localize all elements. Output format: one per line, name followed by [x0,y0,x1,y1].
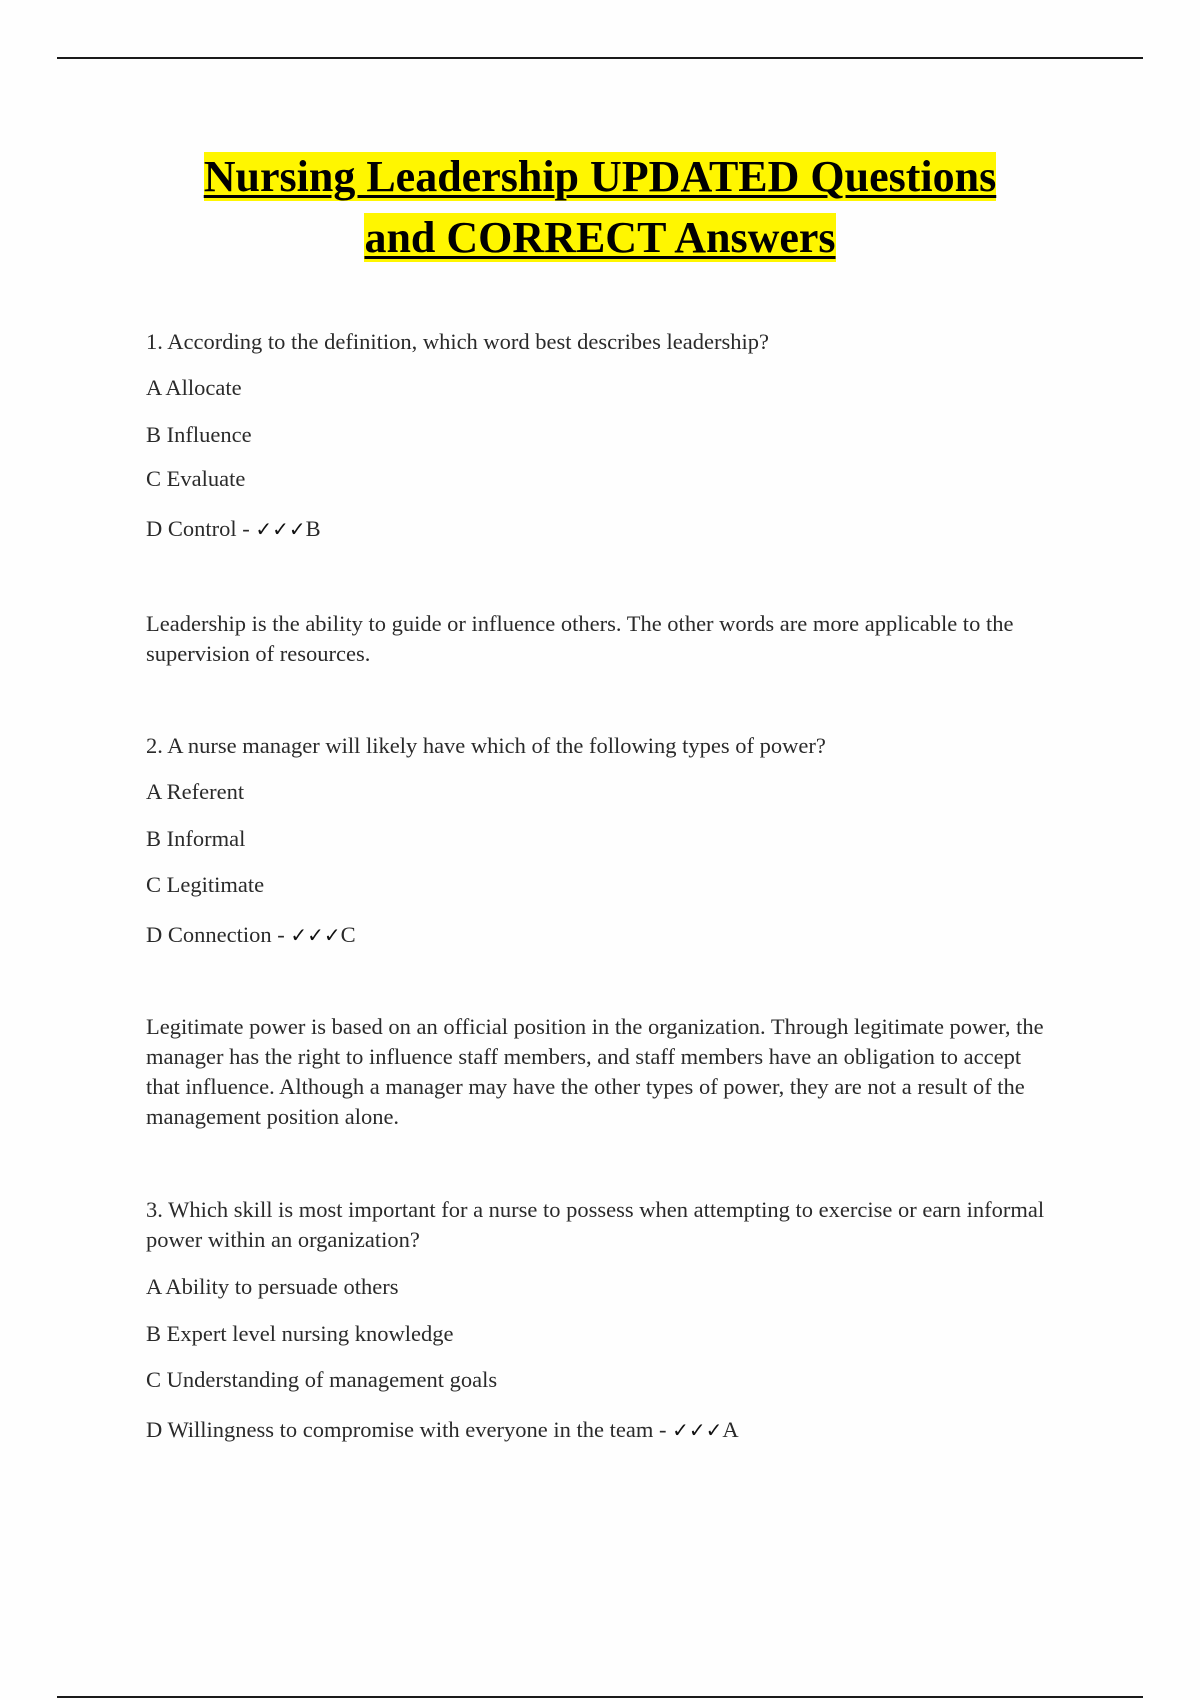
question-2-answer: C [340,922,356,947]
question-3-option-c: C Understanding of management goals [146,1367,498,1392]
title-line-2: and CORRECT Answers [364,213,836,262]
question-2-option-a: A Referent [146,779,245,804]
check-mark-icon: ✓✓✓ [255,517,306,541]
check-mark-icon: ✓✓✓ [290,923,341,947]
question-1-rationale: Leadership is the ability to guide or influence others. The other words are more applicable to the supervision of resources. [146,611,1014,666]
question-3-option-d [146,1415,739,1445]
question-2-stem: 2. A nurse manager will likely have which of the following types of power? [146,733,826,758]
question-3-stem: 3. Which skill is most important for a nurse to possess when attempting to exercise or earn informal power within an organization? [146,1197,1045,1252]
question-1-answer: B [305,516,321,541]
question-2-option-b: B Informal [146,826,246,851]
question-1-stem: 1. According to the definition, which word best describes leadership? [146,329,769,354]
question-1-option-d [146,514,321,544]
question-2-option-d [146,920,356,950]
question-1-option-a: A Allocate [146,375,242,400]
title-line-1: Nursing Leadership UPDATED Questions [203,152,997,201]
question-1-option-d-text: D Control - [146,516,256,541]
document-title [0,146,1200,268]
question-1-option-b: B Influence [146,422,252,447]
question-3-option-a: A Ability to persuade others [146,1274,399,1299]
question-3-option-b: B Expert level nursing knowledge [146,1321,454,1346]
top-rule [57,57,1143,59]
question-2-rationale: Legitimate power is based on an official position in the organization. Through legitimate power, the manager has the right to influence staff members, and staff members have an obligation to accept that influence. Although a manager may have the other types of power, they are not a result of the management position alone. [146,1014,1044,1129]
question-2-option-c: C Legitimate [146,872,265,897]
check-mark-icon: ✓✓✓ [672,1418,723,1442]
question-3-answer: A [722,1417,739,1442]
question-3-option-d-text: D Willingness to compromise with everyone in the team - [146,1417,673,1442]
question-2-option-d-text: D Connection - [146,922,291,947]
bottom-rule [57,1696,1143,1698]
question-1-option-c: C Evaluate [146,466,246,491]
